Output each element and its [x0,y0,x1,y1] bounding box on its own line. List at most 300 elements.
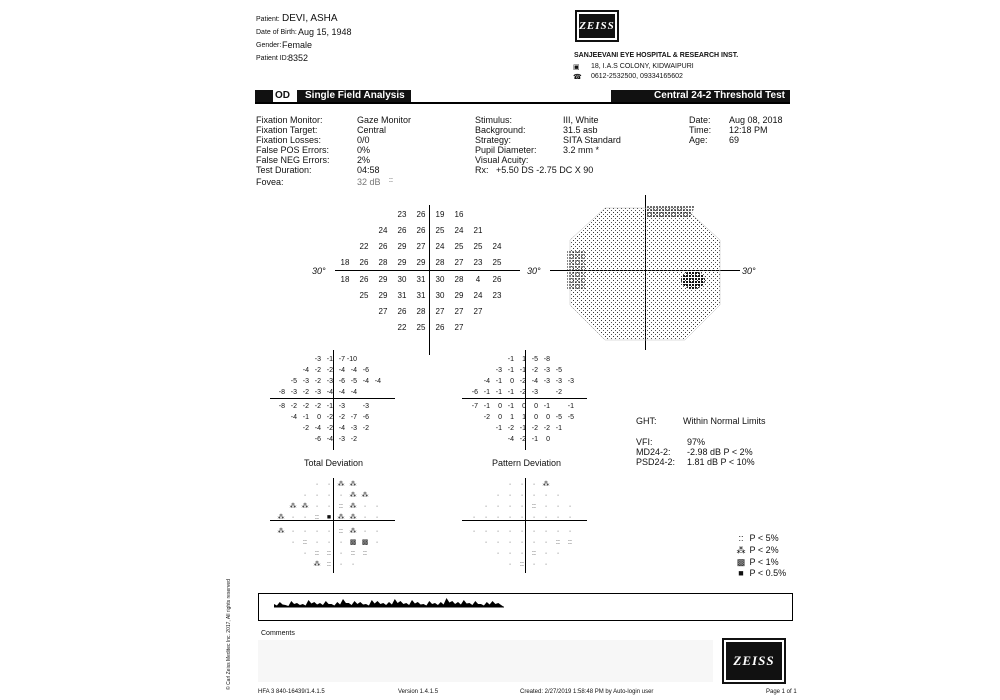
deviation-value: 1 [510,414,514,421]
patient-id-label: Patient ID: [256,55,289,62]
param-label: Age: [689,135,708,145]
deviation-value: 0 [546,436,550,443]
threshold-value: 29 [416,258,426,267]
dot-symbol: · [496,514,500,521]
p2-symbol: ⁂ [349,492,357,499]
md-value: -2.98 dB P < 2% [687,447,753,457]
deviation-value: -3 [314,389,321,396]
dot-symbol: · [532,481,536,488]
legend-label: P < 1% [749,557,779,567]
pattern-deviation-title: Pattern Deviation [492,458,562,468]
deviation-value: -2 [314,378,321,385]
dot-symbol: · [496,550,500,557]
deviation-value: -3 [531,389,538,396]
dot-symbol: · [303,550,307,557]
deviation-value: -2 [326,414,333,421]
gaze-tracking-trace [259,594,792,620]
deviation-value: -5 [567,414,574,421]
gender-label: Gender: [256,42,282,49]
deviation-value: -1 [302,414,309,421]
deviation-value: 0 [534,414,538,421]
param-label: False NEG Errors: [256,155,330,165]
param-value: III, White [563,115,599,125]
dot-symbol: · [327,503,331,510]
patient-name: DEVI, ASHA [282,13,338,24]
total-deviation-title: Total Deviation [304,458,364,468]
dot-symbol: · [544,561,548,568]
deviation-value: -4 [483,378,490,385]
dot-symbol: · [327,481,331,488]
dot-symbol: · [520,528,524,535]
deviation-value: -2 [326,367,333,374]
threshold-value: 26 [397,226,407,235]
deviation-value: -8 [278,403,285,410]
dot-symbol: · [472,528,476,535]
deviation-value: -1 [507,389,514,396]
param-value: 04:58 [357,165,380,175]
dot-symbol: · [556,503,560,510]
p2-symbol: ⁂ [361,492,369,499]
deviation-value: 0 [498,403,502,410]
dot-symbol: · [544,539,548,546]
deviation-value: -2 [362,425,369,432]
footer-page: Page 1 of 1 [766,689,797,695]
deviation-value: -7 [338,356,345,363]
axis-label-right: 30° [527,266,541,276]
deviation-value: -3 [338,403,345,410]
deviation-value: -4 [338,425,345,432]
threshold-value: 28 [435,258,445,267]
deviation-value: -8 [543,356,550,363]
dot-symbol: · [508,492,512,499]
deviation-value: 1 [522,356,526,363]
dot-symbol: · [508,550,512,557]
dot-symbol: · [568,503,572,510]
dot-symbol: · [556,492,560,499]
gender-value: Female [282,40,313,50]
psd-value: 1.81 dB P < 10% [687,457,755,467]
threshold-value: 24 [435,242,445,251]
threshold-value: 31 [416,291,426,300]
threshold-value: 23 [397,210,407,219]
threshold-value: 23 [473,258,483,267]
deviation-value: -4 [350,389,357,396]
footer-device: HFA 3 840-16439/1.4.1.5 [258,689,325,695]
param-label: Rx: [475,165,489,175]
threshold-value: 23 [492,291,502,300]
deviation-value: -4 [326,436,333,443]
deviation-value: -3 [302,378,309,385]
p5-symbol: :: [303,539,307,546]
param-label: Time: [689,125,712,135]
deviation-value: -3 [290,389,297,396]
p5-symbol: :: [532,503,536,510]
deviation-value: -4 [302,367,309,374]
dot-symbol: · [532,561,536,568]
deviation-value: -5 [555,367,562,374]
copyright-text: © Carl Zeiss Meditec Inc. 2017, All rights reserved [226,579,232,690]
param-value: 31.5 asb [563,125,598,135]
deviation-value: -1 [507,356,514,363]
dot-symbol: · [339,492,343,499]
dot-symbol: · [556,514,560,521]
dot-symbol: · [520,514,524,521]
legend-symbol: :: [738,533,744,543]
deviation-value: -2 [338,414,345,421]
deviation-value: -4 [362,378,369,385]
p2-symbol: ⁂ [349,481,357,488]
threshold-value: 19 [435,210,445,219]
phone-icon: ☎ [573,74,582,81]
dot-symbol: · [520,550,524,557]
dot-symbol: · [484,514,488,521]
vfi-value: 97% [687,437,706,447]
dot-symbol: · [351,561,355,568]
deviation-value: -3 [543,367,550,374]
ght-value: Within Normal Limits [683,416,766,426]
dot-symbol: · [520,503,524,510]
legend-label: P < 5% [749,533,779,543]
param-label: False POS Errors: [256,145,330,155]
dot-symbol: · [363,503,367,510]
deviation-value: -7 [350,414,357,421]
deviation-value: -2 [507,425,514,432]
deviation-value: -1 [543,403,550,410]
deviation-value: -1 [519,367,526,374]
fovea-symbol: :: [389,177,393,184]
deviation-value: -2 [531,425,538,432]
md-label: MD24-2: [636,447,671,457]
dot-symbol: · [556,528,560,535]
param-value: Aug 08, 2018 [729,115,783,125]
dot-symbol: · [544,550,548,557]
dot-symbol: · [303,528,307,535]
dot-symbol: · [544,528,548,535]
deviation-value: -1 [567,403,574,410]
dot-symbol: · [291,528,295,535]
dot-symbol: · [315,481,319,488]
threshold-value: 27 [416,242,426,251]
threshold-value: 31 [416,275,426,284]
threshold-value: 25 [454,242,464,251]
deviation-value: -2 [519,378,526,385]
param-label: Test Duration: [256,165,312,175]
deviation-value: -2 [350,436,357,443]
deviation-value: -6 [362,414,369,421]
dot-symbol: · [520,492,524,499]
deviation-value: -1 [326,403,333,410]
threshold-value: 26 [378,242,388,251]
p2-symbol: ⁂ [313,561,321,568]
p05-symbol: ■ [326,514,332,521]
deviation-value: -1 [483,403,490,410]
deviation-value: -8 [278,389,285,396]
legend-item [735,557,779,568]
p5-symbol: :: [315,514,319,521]
p5-symbol: :: [568,539,572,546]
threshold-value: 24 [492,242,502,251]
threshold-value: 25 [473,242,483,251]
deviation-value: 0 [534,403,538,410]
legend-symbol: ▩ [736,557,746,567]
axis-label-left: 30° [312,266,326,276]
param-value: 32 dB [357,177,381,187]
eye-label: OD [275,90,290,101]
threshold-value: 30 [435,291,445,300]
dot-symbol: · [484,528,488,535]
clinic-name: SANJEEVANI EYE HOSPITAL & RESEARCH INST. [574,52,739,59]
dot-symbol: · [484,503,488,510]
threshold-value: 25 [359,291,369,300]
dob-label: Date of Birth: [256,29,297,36]
threshold-value: 28 [378,258,388,267]
patient-id-value: 8352 [288,53,309,63]
dot-symbol: · [568,528,572,535]
p2-symbol: ⁂ [349,503,357,510]
psd-label: PSD24-2: [636,457,676,467]
threshold-value: 26 [416,210,426,219]
home-icon: ▣ [573,64,580,71]
threshold-value: 24 [454,226,464,235]
legend-symbol: ■ [738,568,744,578]
threshold-value: 27 [378,307,388,316]
threshold-value: 28 [454,275,464,284]
dot-symbol: · [327,539,331,546]
dot-symbol: · [303,492,307,499]
deviation-value: 0 [317,414,321,421]
p5-symbol: :: [532,550,536,557]
deviation-value: -3 [350,425,357,432]
threshold-value: 29 [378,291,388,300]
dot-symbol: · [544,503,548,510]
pd-v-axis [525,350,526,450]
p2-symbol: ⁂ [277,528,285,535]
threshold-value: 26 [416,226,426,235]
dot-symbol: · [544,492,548,499]
param-value: 12:18 PM [729,125,768,135]
dot-symbol: · [339,561,343,568]
deviation-value: -1 [326,356,333,363]
grayscale-image [545,200,745,345]
deviation-value: -6 [314,436,321,443]
param-label: Visual Acuity: [475,155,529,165]
dot-symbol: · [375,514,379,521]
deviation-value: -5 [555,414,562,421]
param-label: Fixation Monitor: [256,115,323,125]
comments-area [258,640,713,682]
deviation-value: -7 [471,403,478,410]
clinic-phone: 0612-2532500, 09334165602 [591,73,683,80]
dot-symbol: · [327,492,331,499]
threshold-value: 27 [435,307,445,316]
threshold-value: 26 [359,258,369,267]
threshold-value: 21 [473,226,483,235]
dot-symbol: · [339,550,343,557]
param-label: Date: [689,115,711,125]
dot-symbol: · [544,514,548,521]
threshold-value: 26 [492,275,502,284]
p2-symbol: ⁂ [349,514,357,521]
deviation-value: -3 [555,378,562,385]
deviation-value: -6 [338,378,345,385]
dot-symbol: · [303,514,307,521]
gray-axis-label-right: 30° [742,266,756,276]
deviation-value: -2 [302,389,309,396]
deviation-value: -2 [290,403,297,410]
comments-label: Comments [261,630,295,637]
zeiss-logo-footer: ZEISS [722,638,786,684]
threshold-value: 30 [435,275,445,284]
deviation-value: -2 [314,403,321,410]
dot-symbol: · [363,528,367,535]
dot-symbol: · [315,503,319,510]
dot-symbol: · [496,503,500,510]
dot-symbol: · [508,528,512,535]
threshold-value: 27 [473,307,483,316]
p5-symbol: :: [520,561,524,568]
deviation-value: -1 [507,403,514,410]
dot-symbol: · [568,514,572,521]
p2-symbol: ⁂ [289,503,297,510]
dot-symbol: · [327,528,331,535]
threshold-value: 22 [397,323,407,332]
threshold-value: 29 [378,275,388,284]
deviation-value: -2 [519,436,526,443]
legend-label: P < 0.5% [749,568,787,578]
deviation-value: 0 [522,403,526,410]
p5-symbol: :: [315,550,319,557]
param-value: 69 [729,135,740,145]
dot-symbol: · [291,514,295,521]
deviation-value: -10 [346,356,357,363]
td-v-axis [333,350,334,450]
threshold-value: 18 [340,275,350,284]
threshold-value: 27 [454,323,464,332]
dot-symbol: · [315,492,319,499]
threshold-h-axis [335,270,520,271]
p2-symbol: ⁂ [542,481,550,488]
deviation-value: -4 [507,436,514,443]
dot-symbol: · [496,528,500,535]
deviation-value: -3 [338,436,345,443]
dot-symbol: · [484,539,488,546]
deviation-value: -5 [350,378,357,385]
clinic-address: 18, I.A.S COLONY, KIDWAIPURI [591,63,694,70]
deviation-value: -1 [495,378,502,385]
deviation-value: -2 [326,425,333,432]
dot-symbol: · [375,528,379,535]
legend-label: P < 2% [749,545,779,555]
threshold-value: 26 [359,275,369,284]
deviation-value: -2 [555,389,562,396]
deviation-value: -4 [338,389,345,396]
deviation-value: -4 [338,367,345,374]
deviation-value: -1 [531,436,538,443]
ght-label: GHT: [636,416,657,426]
dot-symbol: · [363,514,367,521]
p5-symbol: :: [339,503,343,510]
param-label: Fixation Target: [256,125,318,135]
dot-symbol: · [532,539,536,546]
deviation-value: -5 [531,356,538,363]
deviation-value: -2 [314,367,321,374]
dot-symbol: · [508,561,512,568]
analysis-title: Single Field Analysis [297,90,411,102]
legend-item [735,533,779,543]
p5-symbol: :: [351,550,355,557]
gaze-tracking-box [258,593,793,621]
param-label: Background: [475,125,526,135]
threshold-value: 25 [416,323,426,332]
deviation-value: -4 [350,367,357,374]
threshold-value: 29 [397,258,407,267]
dot-symbol: · [520,539,524,546]
deviation-value: -4 [374,378,381,385]
param-value: Central [357,125,387,135]
param-value: 0/0 [357,135,370,145]
legend-item [735,568,786,578]
deviation-value: -1 [495,389,502,396]
vfi-label: VFI: [636,437,653,447]
dot-symbol: · [472,514,476,521]
dot-symbol: · [375,539,379,546]
deviation-value: -2 [519,389,526,396]
param-label: Fixation Losses: [256,135,322,145]
threshold-value: 28 [416,307,426,316]
dot-symbol: · [339,539,343,546]
deviation-value: -3 [543,378,550,385]
dot-symbol: · [508,481,512,488]
deviation-value: -2 [302,403,309,410]
legend-symbol: ⁂ [736,545,746,555]
param-label: Pupil Diameter: [475,145,537,155]
param-value: 3.2 mm * [563,145,600,155]
eye-block [255,90,273,102]
dot-symbol: · [520,481,524,488]
zeiss-logo: ZEISS [575,10,619,42]
deviation-value: -4 [314,425,321,432]
param-label: Fovea: [256,177,284,187]
threshold-value: 22 [359,242,369,251]
threshold-value: 27 [454,307,464,316]
deviation-value: -1 [519,425,526,432]
param-label: Stimulus: [475,115,513,125]
deviation-value: -2 [543,425,550,432]
deviation-value: -3 [495,367,502,374]
threshold-value: 27 [454,258,464,267]
threshold-value: 25 [492,258,502,267]
param-value: 0% [357,145,371,155]
threshold-value: 25 [435,226,445,235]
param-value: 2% [357,155,371,165]
deviation-value: -1 [507,367,514,374]
threshold-value: 18 [340,258,350,267]
param-value: SITA Standard [563,135,621,145]
patient-name-label: Patient: [256,16,280,23]
p5-symbol: :: [363,550,367,557]
p2-symbol: ⁂ [337,514,345,521]
threshold-value: 29 [454,291,464,300]
threshold-value: 16 [454,210,464,219]
threshold-value: 29 [397,242,407,251]
deviation-value: -1 [555,425,562,432]
deviation-value: 0 [546,414,550,421]
deviation-value: 0 [498,414,502,421]
threshold-value: 26 [397,307,407,316]
dot-symbol: · [556,550,560,557]
threshold-value: 24 [473,291,483,300]
p2-symbol: ⁂ [301,503,309,510]
